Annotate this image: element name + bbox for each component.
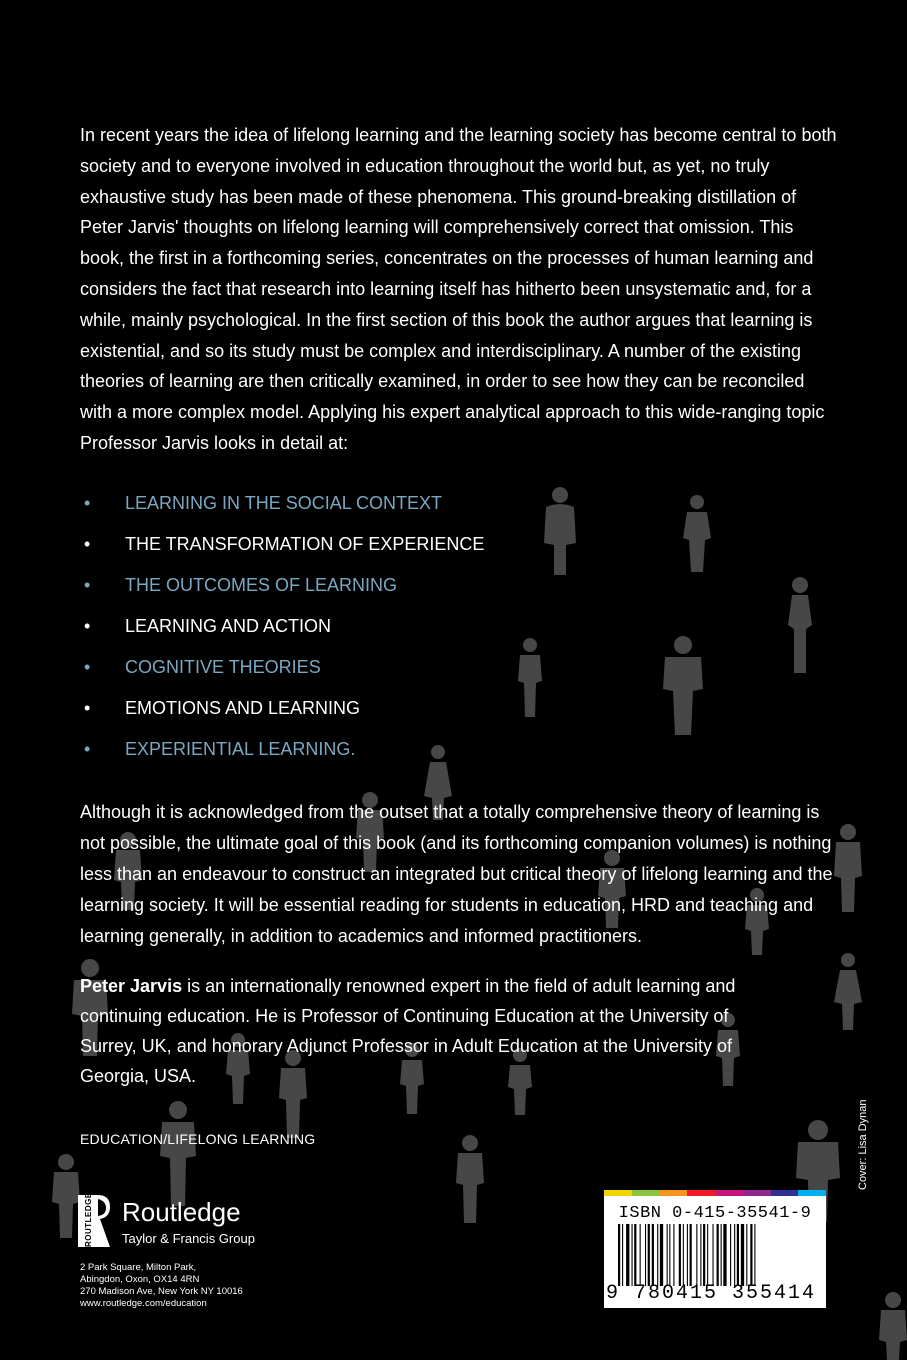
color-strip [604,1190,826,1196]
color-swatch [715,1190,743,1196]
publisher-group: Taylor & Francis Group [122,1231,255,1246]
list-item [80,570,680,611]
address-line: Abingdon, Oxon, OX14 4RN [80,1274,200,1285]
ean-number: 9 780415 355414 [606,1282,817,1305]
silhouette-figure [879,1292,907,1360]
list-item [80,611,680,652]
list-item-label: LEARNING IN THE SOCIAL CONTEXT [125,493,443,513]
color-swatch [687,1190,715,1196]
barcode-bar [690,1224,692,1286]
barcode-bar [652,1224,654,1286]
barcode-bar [618,1224,620,1286]
barcode-bar [754,1224,755,1286]
barcode-bar [626,1224,629,1286]
barcode-bar [683,1224,684,1286]
author-bio [80,971,780,1091]
barcode-bar [645,1224,646,1286]
barcode-bar [669,1224,670,1286]
color-swatch [604,1190,632,1196]
address-line: 2 Park Square, Milton Park, [80,1262,197,1273]
list-item-label: THE TRANSFORMATION OF EXPERIENCE [125,534,485,554]
bullet-icon: • [84,657,91,677]
barcode-bar [632,1224,633,1286]
barcode-bar [721,1224,722,1286]
barcode-bar [700,1224,701,1286]
color-swatch [632,1190,660,1196]
list-item [80,529,680,570]
isbn-label: ISBN 0-415-35541-9 [618,1204,812,1223]
silhouette-figure [834,953,862,1030]
barcode-bar [741,1224,744,1286]
bullet-icon: • [84,739,91,759]
silhouette-figure [456,1135,484,1223]
cover-credit: Cover: Lisa Dynan [857,1099,869,1190]
logo-mark-text: ROUTLEDGE [84,1192,93,1247]
blurb-intro: In recent years the idea of lifelong learning and the learning society has become central to both society and to everyone involved in education throughout the world but, as yet, no truly exhaustive study has been made of these phenomena. This ground-breaking distillation of Peter Jarvis' thoughts on lifelong learning will comprehensively correct that omission. This book, the first in a forthcoming series, concentrates on the processes of human learning and considers the fact that research into learning itself has hitherto been unsystematic and, for a while, mainly psychological. In the first section of this book the author argues that learning is existential, and so its study must be complex and interdisciplinary. A number of the existing theories of learning are then critically examined, in order to see how they can be reconciled with a more complex model. Applying his expert analytical approach to this wide-ranging topic Professor Jarvis looks in detail at: [80,125,837,453]
barcode-bar [687,1224,688,1286]
color-swatch [798,1190,826,1196]
barcode-bar [640,1224,641,1286]
list-item-label: COGNITIVE THEORIES [125,657,321,677]
author-bio-text: is an internationally renowned expert in the field of adult learning and continuing education. He is Professor of Continuing Education at the University of Surrey, UK, and honorary Adjunct Professor in Adult Education at the University of Georgia, USA. [80,976,736,1086]
publisher-name: Routledge [122,1197,241,1227]
barcode-bar [713,1224,714,1286]
silhouette-figure [160,1101,196,1206]
barcode-bar [679,1224,681,1286]
list-item-label: THE OUTCOMES OF LEARNING [125,575,398,595]
barcode-bar [657,1224,658,1286]
list-item-label: EMOTIONS AND LEARNING [125,698,361,718]
list-item [80,652,680,693]
publisher-address [80,1262,340,1310]
color-swatch [771,1190,799,1196]
routledge-mark-icon [78,1192,110,1247]
color-swatch [743,1190,771,1196]
bullet-icon: • [84,698,91,718]
barcode-bar [717,1224,719,1286]
barcode-bar [696,1224,697,1286]
address-line: 270 Madison Ave, New York NY 10016 [80,1286,243,1297]
list-item [80,488,680,529]
barcode-bar [750,1224,752,1286]
list-item-label: LEARNING AND ACTION [125,616,332,636]
barcode-bars [616,1224,816,1286]
silhouette-figure [788,577,812,673]
list-item [80,734,680,775]
barcode-bar [648,1224,650,1286]
list-item [80,693,680,734]
barcode-bar [673,1224,674,1286]
barcode-bar [660,1224,663,1286]
barcode-bar [734,1224,735,1286]
author-name: Peter Jarvis [80,976,183,996]
barcode-bar [667,1224,668,1286]
barcode-panel [604,1190,826,1308]
silhouette-figure [683,495,711,572]
barcode-bar [737,1224,739,1286]
address-line: www.routledge.com/education [80,1298,207,1309]
barcode-bar [634,1224,636,1286]
barcode-bar [723,1224,726,1286]
list-item-label: EXPERIENTIAL LEARNING. [125,739,356,759]
barcode-bar [707,1224,708,1286]
bullet-icon: • [84,493,91,513]
barcode-bar [730,1224,731,1286]
blurb-closing: Although it is acknowledged from the outset that a totally comprehensive theory of learning is not possible, the ultimate goal of this book (and its forthcoming companion volumes) is nothing less than an endeavour to construct an integrated but critical theory of lifelong learning and the learning society. It will be essential reading for students in education, HRD and teaching and learning generally, in addition to academics and informed practitioners. [80,802,833,946]
barcode-bar [622,1224,623,1286]
barcode-bar [703,1224,705,1286]
color-swatch [660,1190,688,1196]
topic-list [80,488,680,775]
bullet-icon: • [84,575,91,595]
bullet-icon: • [84,616,91,636]
publisher-logo [78,1192,298,1255]
barcode-bar [746,1224,747,1286]
bullet-icon: • [84,534,91,554]
silhouette-figure [52,1154,80,1238]
subject-category: EDUCATION/LIFELONG LEARNING [80,1131,316,1147]
